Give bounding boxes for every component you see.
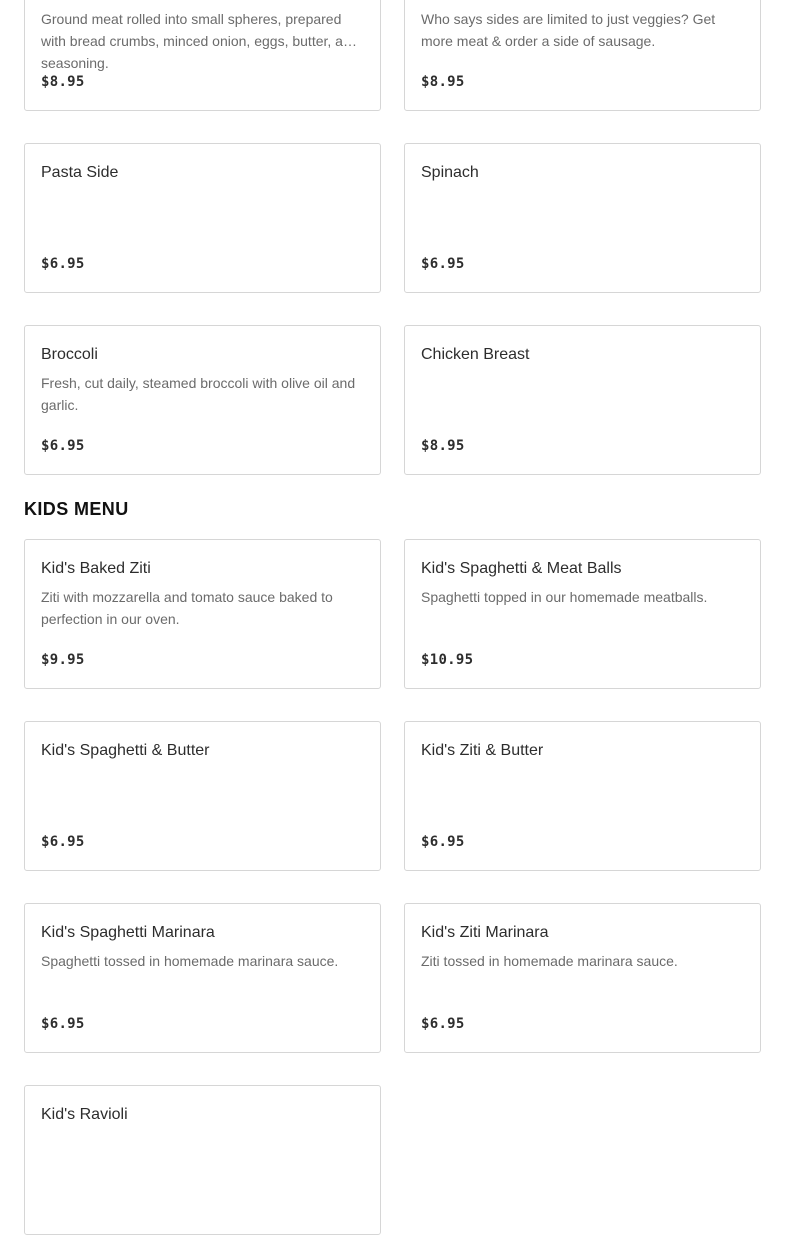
kids-menu-heading: KIDS MENU (24, 499, 129, 519)
menu-item-price: $8.95 (421, 438, 465, 454)
menu-item-card[interactable] (404, 143, 761, 293)
menu-item-name: Kid's Baked Ziti (41, 560, 151, 577)
menu-item-card[interactable] (404, 721, 761, 871)
menu-item-description: Ground meat rolled into small spheres, prepared with bread crumbs, minced onion, eggs, butter, and seasoning. (41, 11, 359, 71)
menu-item-price: $6.95 (421, 256, 465, 272)
menu-item-description: Ziti with mozzarella and tomato sauce baked to perfection in our oven. (41, 589, 333, 627)
menu-item-price: $6.95 (41, 834, 85, 850)
menu-item-card[interactable] (404, 903, 761, 1053)
menu-item-price: $9.95 (41, 652, 85, 668)
menu-item-name: Kid's Spaghetti & Butter (41, 742, 210, 759)
menu-item-price: $8.95 (41, 74, 85, 90)
menu-item-name: Kid's Spaghetti & Meat Balls (421, 560, 622, 577)
menu-item-description: Who says sides are limited to just veggies? Get more meat & order a side of sausage. (421, 11, 716, 49)
menu-item-card[interactable] (24, 325, 381, 475)
menu-item-card[interactable] (24, 903, 381, 1053)
menu-item-description: Fresh, cut daily, steamed broccoli with olive oil and garlic. (41, 375, 356, 413)
menu-item-price: $6.95 (41, 256, 85, 272)
menu-item-description: Spaghetti tossed in homemade marinara sauce. (41, 953, 339, 969)
menu-item-description: Spaghetti topped in our homemade meatballs. (421, 589, 708, 605)
menu-item-card[interactable] (404, 539, 761, 689)
menu-item-card[interactable] (24, 143, 381, 293)
menu-item-price: $6.95 (41, 438, 85, 454)
menu-item-price: $6.95 (421, 834, 465, 850)
menu-item-card[interactable] (404, 325, 761, 475)
menu-item-name: Kid's Ravioli (41, 1106, 128, 1123)
menu-item-price: $10.95 (421, 652, 474, 668)
menu-item-price: $6.95 (41, 1016, 85, 1032)
menu-item-price: $8.95 (421, 74, 465, 90)
menu-item-card[interactable] (24, 721, 381, 871)
menu-item-name: Kid's Ziti Marinara (421, 924, 549, 941)
menu-item-price: $6.95 (421, 1016, 465, 1032)
menu-item-name: Chicken Breast (421, 346, 530, 363)
menu-item-card[interactable] (24, 1085, 381, 1235)
menu-item-name: Spinach (421, 164, 479, 181)
menu-item-card[interactable] (24, 539, 381, 689)
menu-item-card[interactable] (404, 0, 761, 111)
menu-item-name: Kid's Ziti & Butter (421, 742, 544, 759)
menu-item-name: Kid's Spaghetti Marinara (41, 924, 215, 941)
menu-item-name: Pasta Side (41, 164, 119, 181)
menu-item-card[interactable] (24, 0, 381, 111)
menu-item-description: Ziti tossed in homemade marinara sauce. (421, 953, 678, 969)
menu-item-name: Broccoli (41, 346, 98, 363)
